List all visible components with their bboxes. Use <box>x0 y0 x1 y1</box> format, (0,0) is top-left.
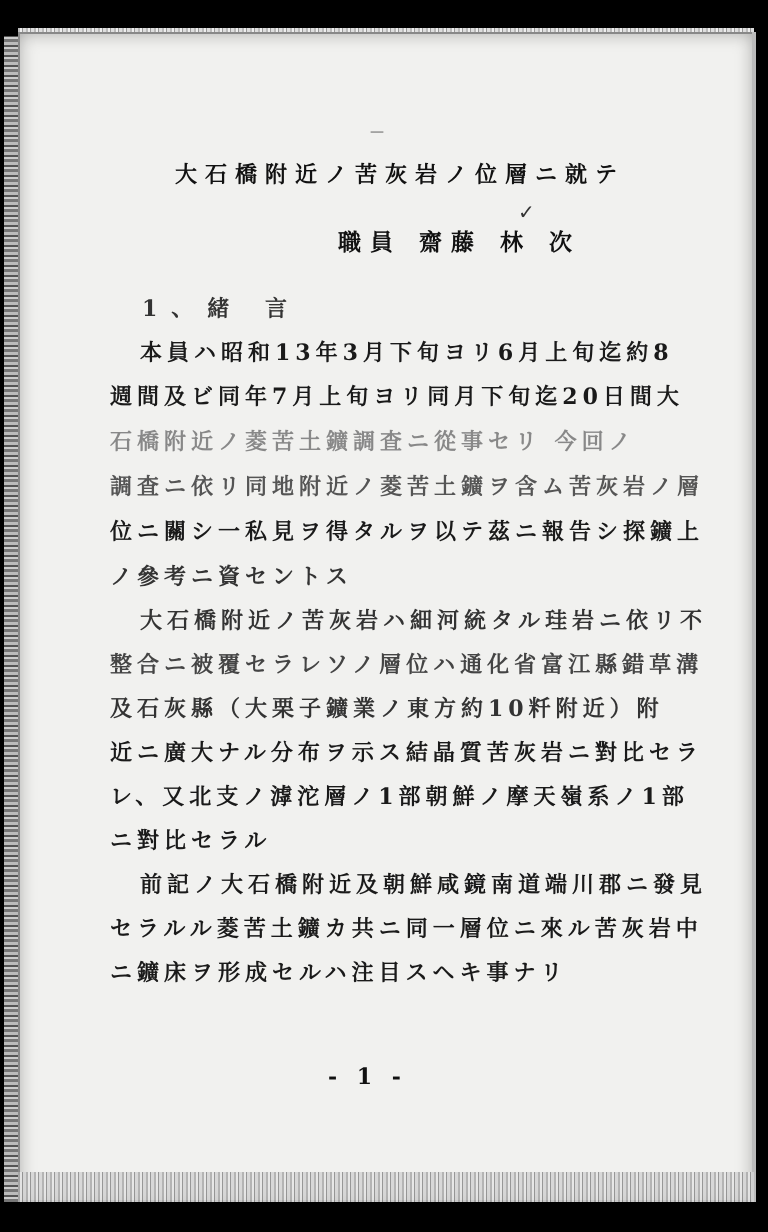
paragraph-2-line: レ、又北支ノ滹沱層ノ1部朝鮮ノ摩天嶺系ノ1部 <box>110 784 689 810</box>
paragraph-2-line: 近ニ廣大ナル分布ヲ示ス結晶質苦灰岩ニ對比セラ <box>110 740 703 766</box>
scan-right-edge <box>752 32 756 1202</box>
paragraph-3-line: 前記ノ大石橋附近及朝鮮咸鏡南道端川郡ニ發見 <box>140 872 708 898</box>
paragraph-2-line: 大石橋附近ノ苦灰岩ハ細河統タル珪岩ニ依リ不 <box>140 608 708 634</box>
paragraph-1-line: ノ參考ニ資セントス <box>110 564 353 590</box>
paragraph-2-line: 整合ニ被覆セラレソノ層位ハ通化省富江縣錯草溝 <box>110 652 704 678</box>
scan-bottom-edge <box>18 1172 754 1202</box>
dash-mark: — <box>370 124 384 140</box>
page-number: - 1 - <box>328 1064 407 1090</box>
paragraph-2-line: 及石灰縣（大栗子鑛業ノ東方約10粁附近）附 <box>110 696 664 722</box>
paragraph-1-line: 週間及ビ同年7月上旬ヨリ同月下旬迄20日間大 <box>110 384 684 410</box>
section-heading: 1、緒 言 <box>142 296 301 322</box>
paragraph-1-line: 石橋附近ノ菱苦土鑛調査ニ從事セリ 今回ノ <box>110 429 636 455</box>
author-line: 職員 齋藤 林 次 <box>338 229 582 256</box>
paragraph-3-line: セラルル菱苦土鑛カ共ニ同一層位ニ來ル苦灰岩中 <box>110 916 703 942</box>
check-mark-icon: ✓ <box>518 200 535 224</box>
paragraph-1-line: 調査ニ依リ同地附近ノ菱苦土鑛ヲ含ム苦灰岩ノ層 <box>110 474 705 500</box>
paragraph-1-line: 位ニ關シ一私見ヲ得タルヲ以テ茲ニ報告シ探鑛上 <box>110 519 705 545</box>
document-title: 大石橋附近ノ苦灰岩ノ位層ニ就テ <box>175 162 626 188</box>
paragraph-1-line: 本員ハ昭和13年3月下旬ヨリ6月上旬迄約8 <box>140 340 674 366</box>
paragraph-3-line: ニ鑛床ヲ形成セルハ注目スヘキ事ナリ <box>110 960 568 986</box>
paragraph-2-line: ニ對比セラル <box>110 828 272 854</box>
